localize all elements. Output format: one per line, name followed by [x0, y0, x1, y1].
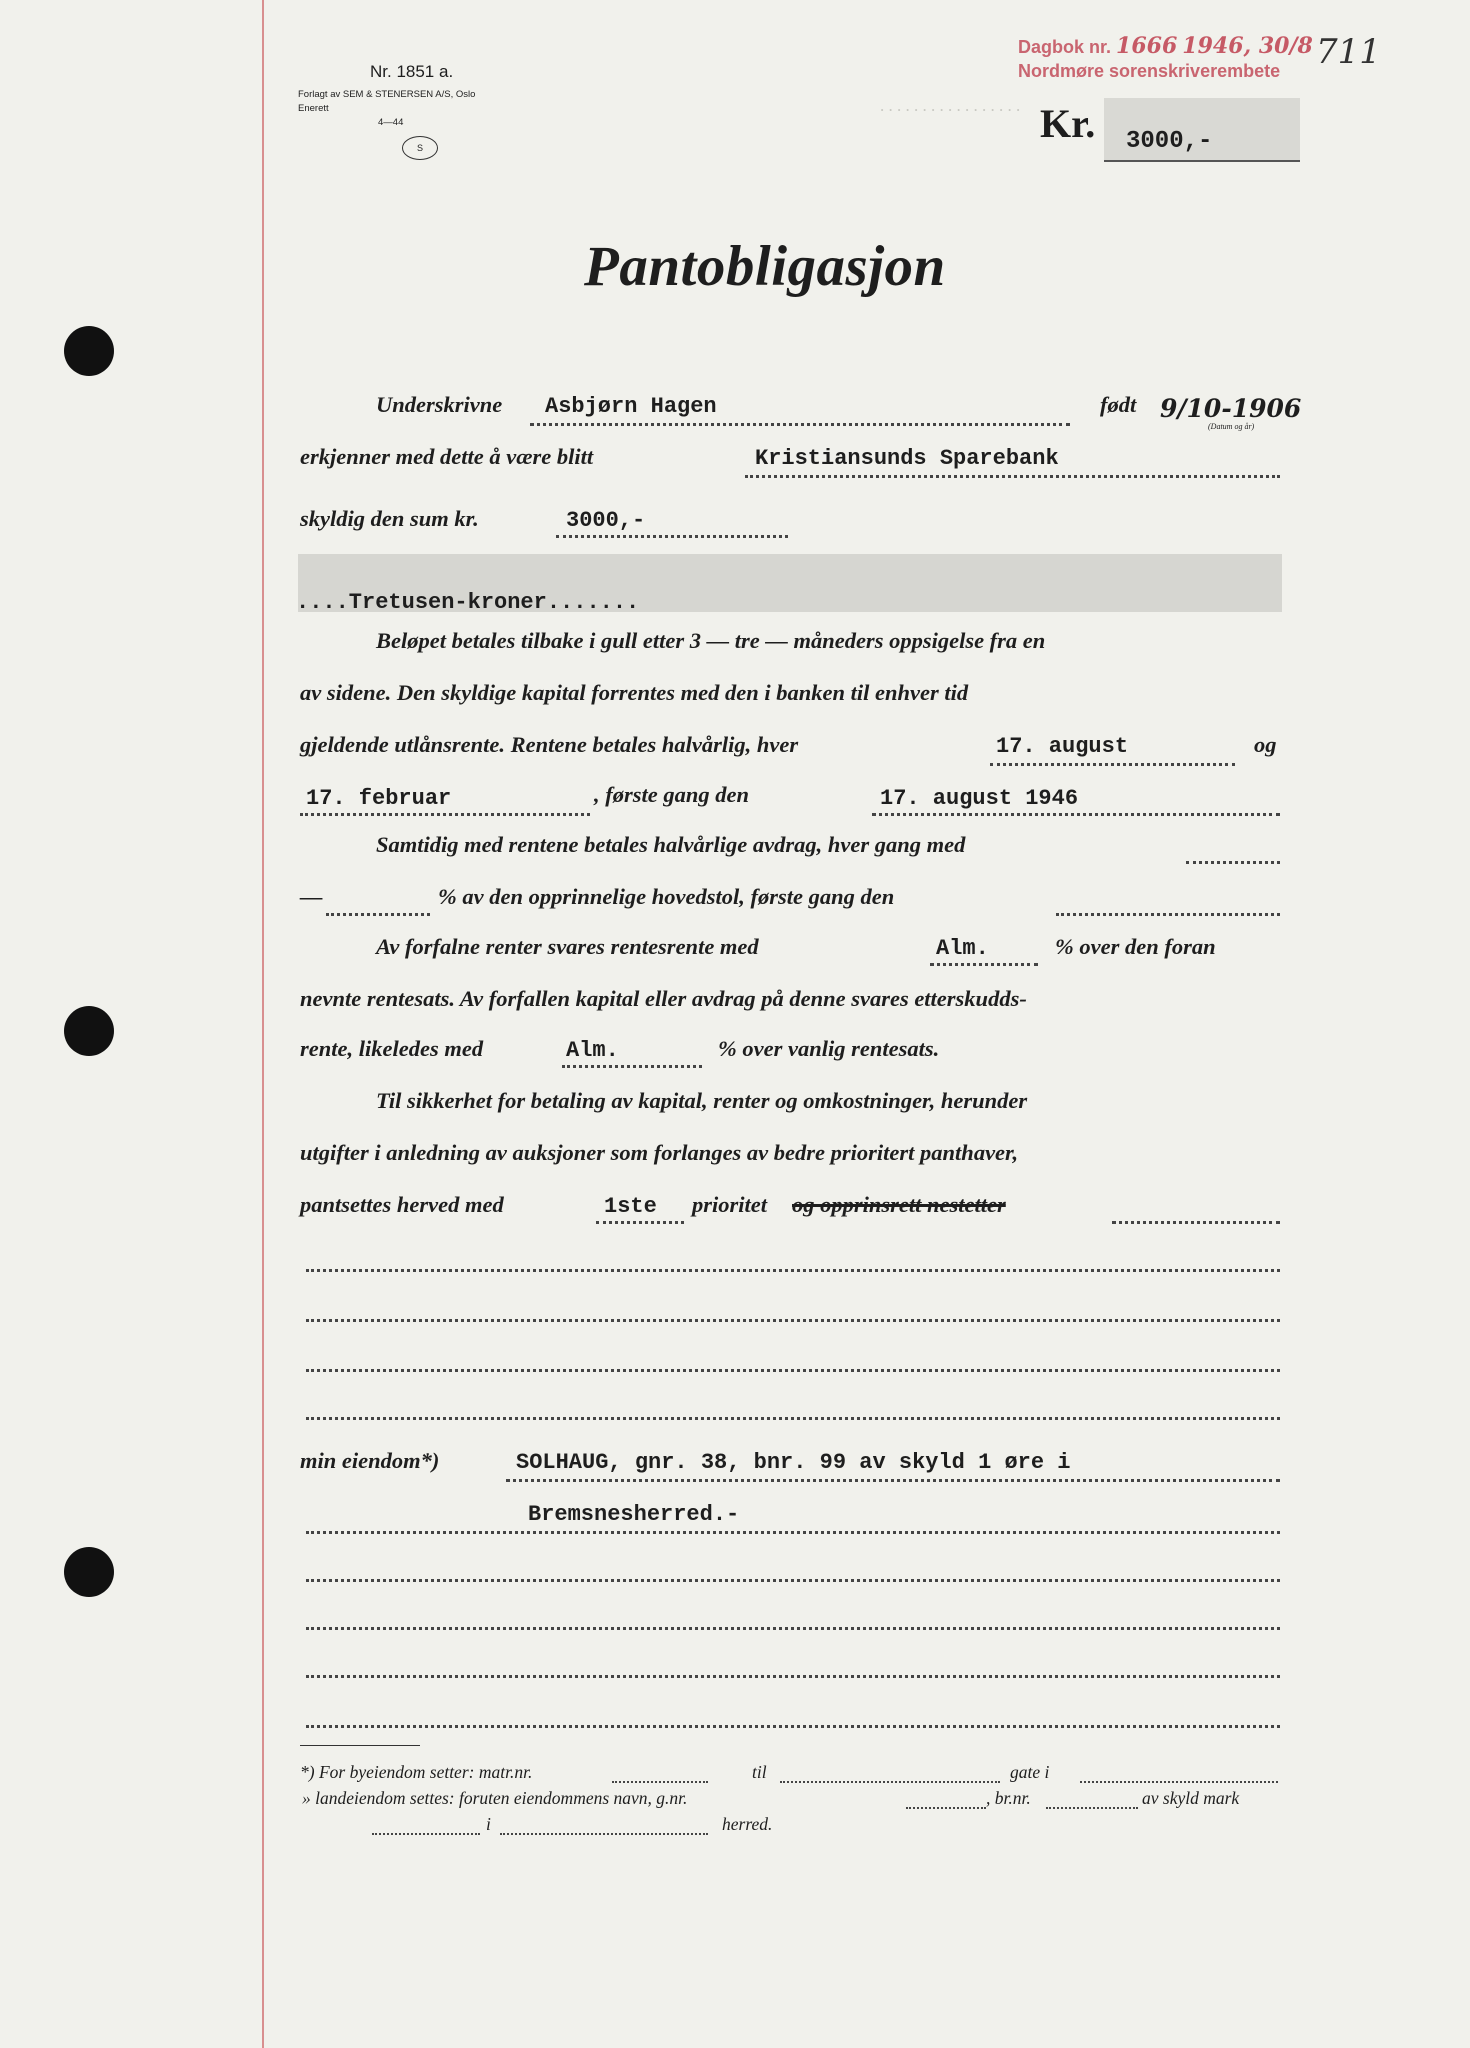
fill-line — [326, 910, 430, 916]
footnote-text: gate i — [1010, 1762, 1050, 1782]
fill-line — [300, 810, 590, 816]
fill-line — [1056, 910, 1280, 916]
margin-line — [262, 0, 264, 2048]
footnote-text: herred. — [722, 1814, 773, 1834]
body-text: utgifter i anledning av auksjoner som forlanges av bedre prioritert panthaver, — [300, 1140, 1019, 1165]
body-text: Av forfalne renter svares rentesrente med — [376, 934, 759, 959]
footnote-text: til — [752, 1762, 767, 1782]
and-label: og — [1254, 732, 1277, 757]
stamp-dagbok-number: 1666 — [1116, 33, 1178, 59]
punch-hole-icon — [64, 1547, 114, 1597]
footnote-text: i — [486, 1814, 491, 1834]
fill-line — [306, 1722, 1280, 1728]
body-text: Beløpet betales tilbake i gull etter 3 — tre — måneders oppsigelse fra en — [376, 628, 1046, 653]
fill-line — [306, 1414, 1280, 1420]
fill-line — [1186, 858, 1280, 864]
body-text: nevnte rentesats. Av forfallen kapital eller avdrag på denne svares etterskudds- — [300, 986, 1027, 1011]
fill-line — [306, 1316, 1280, 1322]
fill-line — [306, 1576, 1280, 1582]
body-text: % over vanlig rentesats. — [718, 1036, 940, 1061]
registry-stamp — [1018, 34, 1313, 83]
property-line-2: Bremsnesherred.- — [528, 1502, 740, 1527]
body-text: gjeldende utlånsrente. Rentene betales halvårlig, hver — [300, 732, 799, 757]
fill-line — [596, 1218, 684, 1224]
priority-label: prioritet — [692, 1192, 768, 1217]
fill-line — [306, 1672, 1280, 1678]
body-text: Samtidig med rentene betales halvårlige avdrag, hver gang med — [376, 832, 966, 857]
footnote-text: » landeiendom settes: foruten eiendommens navn, g.nr. — [302, 1788, 688, 1808]
stamp-dagbok-label: Dagbok nr. — [1018, 37, 1112, 57]
punch-hole-icon — [64, 326, 114, 376]
property-label: min eiendom*) — [300, 1448, 440, 1473]
fill-line — [872, 810, 1280, 816]
publisher-line: Forlagt av SEM & STENERSEN A/S, Oslo — [298, 89, 476, 100]
fill-line — [306, 1624, 1280, 1630]
fill-line — [1112, 1218, 1280, 1224]
born-label: født — [1100, 392, 1137, 417]
compound-rate-2: Alm. — [566, 1038, 619, 1063]
interest-date-2: 17. februar — [306, 786, 452, 811]
page-title: Pantobligasjon — [584, 235, 946, 298]
property-line-1: SOLHAUG, gnr. 38, bnr. 99 av skyld 1 øre i — [516, 1450, 1071, 1475]
first-time-label: , første gang den — [594, 782, 750, 807]
fill-line — [612, 1778, 708, 1783]
stamp-office: Nordmøre sorenskriverembete — [1018, 61, 1281, 81]
body-text: rente, likeledes med — [300, 1036, 484, 1061]
fill-line — [906, 1804, 986, 1809]
footnote-text: , br.nr. — [986, 1788, 1031, 1808]
page-number: 711 — [1316, 32, 1381, 72]
owing-value: 3000,- — [566, 508, 646, 533]
first-date: 17. august 1946 — [880, 786, 1079, 811]
interest-date-1: 17. august — [996, 734, 1129, 759]
footnote-divider — [300, 1745, 420, 1746]
priority-value: 1ste — [604, 1194, 657, 1219]
form-number: Nr. 1851 a. — [370, 62, 454, 81]
fill-line — [745, 472, 1280, 478]
fill-line — [306, 1366, 1280, 1372]
amount-value: 3000,- — [1126, 128, 1213, 155]
publisher-logo-icon: S — [402, 136, 438, 160]
date-hint: (Datum og år) — [1208, 422, 1255, 431]
footnote-text: *) For byeiendom setter: matr.nr. — [300, 1762, 533, 1782]
struck-text: og opprinsrett nestetter — [792, 1192, 1006, 1217]
fill-line — [306, 1528, 1280, 1534]
body-text: Til sikkerhet for betaling av kapital, renter og omkostninger, herunder — [376, 1088, 1028, 1113]
body-text: — — [300, 884, 323, 909]
stamp-dagbok-date: 1946, 30/8 — [1182, 33, 1313, 59]
publisher-line: 4—44 — [378, 117, 404, 128]
punch-hole-icon — [64, 1006, 114, 1056]
fill-line — [1046, 1804, 1138, 1809]
body-text: % av den opprinnelige hovedstol, første gang den — [438, 884, 895, 909]
body-text: av sidene. Den skyldige kapital forrentes med den i banken til enhver tid — [300, 680, 969, 705]
fill-line — [1080, 1778, 1278, 1783]
undersigned-label: Underskrivne — [376, 392, 503, 417]
owing-label: skyldig den sum kr. — [300, 506, 479, 531]
birth-date: 9/10-1906 — [1160, 394, 1302, 423]
debtor-name: Asbjørn Hagen — [545, 394, 717, 419]
body-text: % over den foran — [1055, 934, 1216, 959]
fill-line — [500, 1830, 708, 1835]
publisher-info — [298, 88, 475, 130]
fill-line — [780, 1778, 1000, 1783]
publisher-line: Enerett — [298, 103, 329, 114]
acknowledge-label: erkjenner med dette å være blitt — [300, 444, 594, 469]
body-text: pantsettes herved med — [300, 1192, 504, 1217]
amount-label: Kr. — [1040, 101, 1096, 146]
fill-line — [990, 760, 1235, 766]
compound-rate-1: Alm. — [936, 936, 989, 961]
footnote-text: av skyld mark — [1142, 1788, 1240, 1808]
bleed-through-text: . . . . . . . . . . . . . . . . . — [880, 96, 1021, 115]
fill-line — [506, 1476, 1280, 1482]
fill-line — [562, 1062, 702, 1068]
fill-line — [306, 1266, 1280, 1272]
fill-line — [556, 532, 788, 538]
fill-line — [372, 1830, 480, 1835]
fill-line — [930, 960, 1038, 966]
fill-line — [530, 420, 1070, 426]
amount-in-words: ....Tretusen-kroner....... — [296, 590, 640, 615]
creditor-name: Kristiansunds Sparebank — [755, 446, 1059, 471]
